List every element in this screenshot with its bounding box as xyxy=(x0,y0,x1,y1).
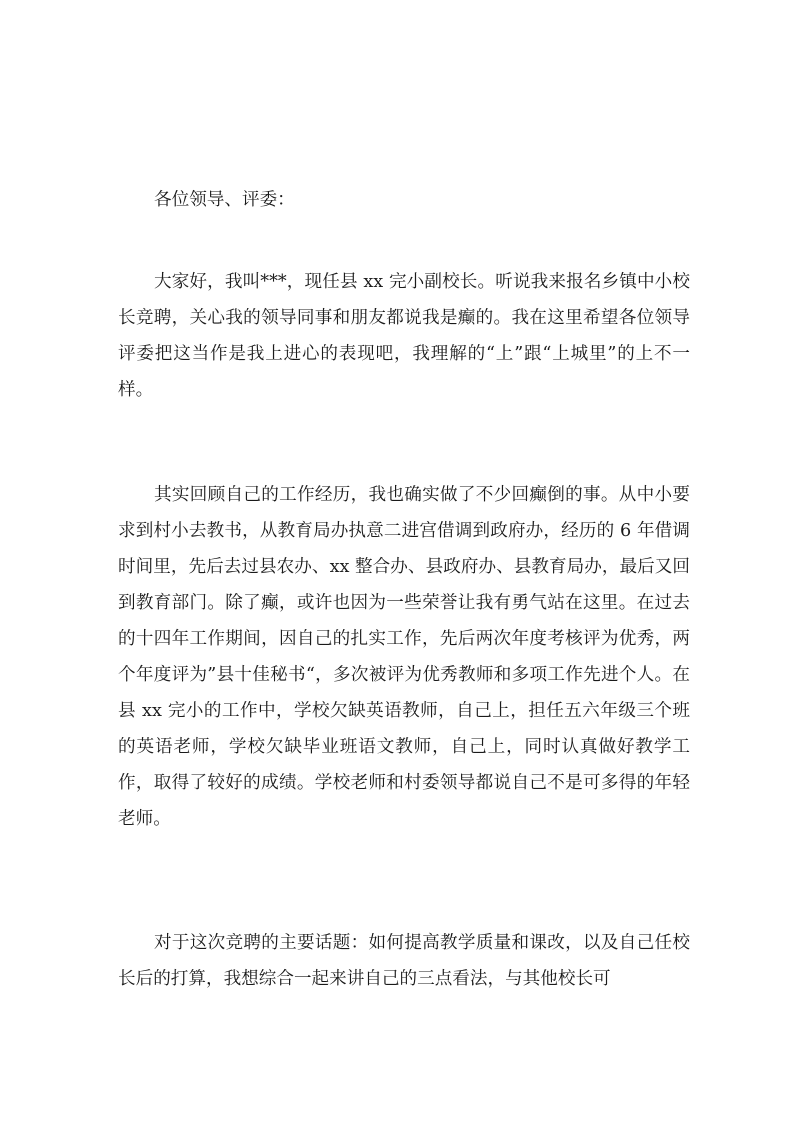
paragraph-introduction: 大家好，我叫***，现任县 xx 完小副校长。听说我来报名乡镇中小校长竞聘，关心我的领导同事和朋友都说我是癫的。我在这里希望各位领导评委把这当作是我上进心的表现吧，我理解的“上”跟“上城里”的上不一样。 xyxy=(118,272,690,400)
paragraph-work-experience: 其实回顾自己的工作经历，我也确实做了不少回癫倒的事。从中小要求到村小去教书，从教育局办执意二进宫借调到政府办，经历的 6 年借调时间里，先后去过县农办、xx 整合办、县政府办、县教育局办，最后又回到教育部门。除了癫，或许也因为一些荣誉让我有勇气站在这里。在过去的十四年工作期间，因自己的扎实工作，先后两次年度考核评为优秀，两个年度评为”县十佳秘书“，多次被评为优秀教师和多项工作先进个人。在县 xx 完小的工作中，学校欠缺英语教师，自己上，担任五六年级三个班的英语老师，学校欠缺毕业班语文教师，自己上，同时认真做好教学工作，取得了较好的成绩。学校老师和村委领导都说自己不是可多得的年轻老师。 xyxy=(118,485,690,829)
salutation: 各位领导、评委： xyxy=(154,190,295,210)
paragraph-competition-topic: 对于这次竞聘的主要话题：如何提高教学质量和课改，以及自己任校长后的打算，我想综合一起来讲自己的三点看法，与其他校长可 xyxy=(118,933,690,989)
